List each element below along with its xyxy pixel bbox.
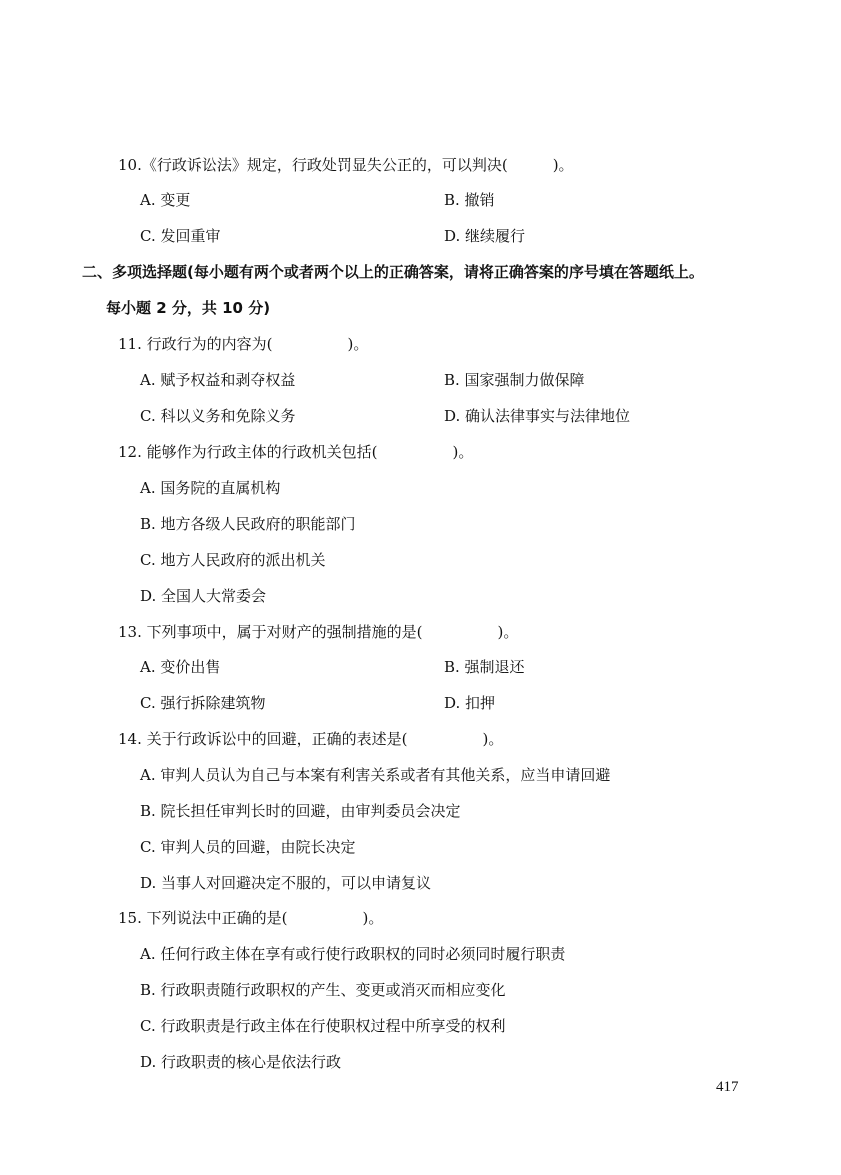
question-12-option-d: D. 全国人大常委会 — [140, 587, 267, 605]
question-14-option-a: A. 审判人员认为自己与本案有利害关系或者有其他关系，应当申请回避 — [140, 766, 611, 784]
question-12-stem: 12. 能够作为行政主体的行政机关包括( )。 — [118, 443, 474, 461]
question-13-stem: 13. 下列事项中，属于对财产的强制措施的是( )。 — [118, 623, 519, 641]
question-11-stem: 11. 行政行为的内容为( )。 — [118, 335, 369, 353]
question-11-option-d: D. 确认法律事实与法律地位 — [444, 407, 631, 425]
question-10-option-b: B. 撤销 — [444, 191, 495, 209]
section-heading-scoring: 每小题 2 分，共 10 分) — [106, 299, 271, 317]
question-12-option-a: A. 国务院的直属机构 — [140, 479, 281, 497]
question-15-option-d: D. 行政职责的核心是依法行政 — [140, 1053, 342, 1071]
page-number: 417 — [716, 1079, 739, 1095]
question-13-option-d: D. 扣押 — [444, 694, 496, 712]
question-11-option-c: C. 科以义务和免除义务 — [140, 407, 296, 425]
question-15-option-a: A. 任何行政主体在享有或行使行政职权的同时必须同时履行职责 — [140, 945, 566, 963]
question-14-option-c: C. 审判人员的回避，由院长决定 — [140, 838, 356, 856]
question-12-option-c: C. 地方人民政府的派出机关 — [140, 551, 326, 569]
question-14-option-d: D. 当事人对回避决定不服的，可以申请复议 — [140, 874, 432, 892]
question-14-stem: 14. 关于行政诉讼中的回避，正确的表述是( )。 — [118, 730, 504, 748]
question-10-stem: 10.《行政诉讼法》规定，行政处罚显失公正的，可以判决( )。 — [118, 156, 574, 174]
question-13-option-b: B. 强制退还 — [444, 658, 525, 676]
question-11-option-b: B. 国家强制力做保障 — [444, 371, 585, 389]
question-10-option-d: D. 继续履行 — [444, 227, 526, 245]
question-12-option-b: B. 地方各级人民政府的职能部门 — [140, 515, 356, 533]
question-15-stem: 15. 下列说法中正确的是( )。 — [118, 909, 384, 927]
question-15-option-b: B. 行政职责随行政职权的产生、变更或消灭而相应变化 — [140, 981, 506, 999]
question-13-option-a: A. 变价出售 — [140, 658, 221, 676]
question-15-option-c: C. 行政职责是行政主体在行使职权过程中所享受的权利 — [140, 1017, 506, 1035]
question-11-option-a: A. 赋予权益和剥夺权益 — [140, 371, 296, 389]
question-14-option-b: B. 院长担任审判长时的回避，由审判委员会决定 — [140, 802, 461, 820]
section-heading: 二、多项选择题(每小题有两个或者两个以上的正确答案，请将正确答案的序号填在答题纸上。 — [82, 263, 704, 281]
question-10-option-c: C. 发回重审 — [140, 227, 221, 245]
question-13-option-c: C. 强行拆除建筑物 — [140, 694, 266, 712]
question-10-option-a: A. 变更 — [140, 191, 191, 209]
